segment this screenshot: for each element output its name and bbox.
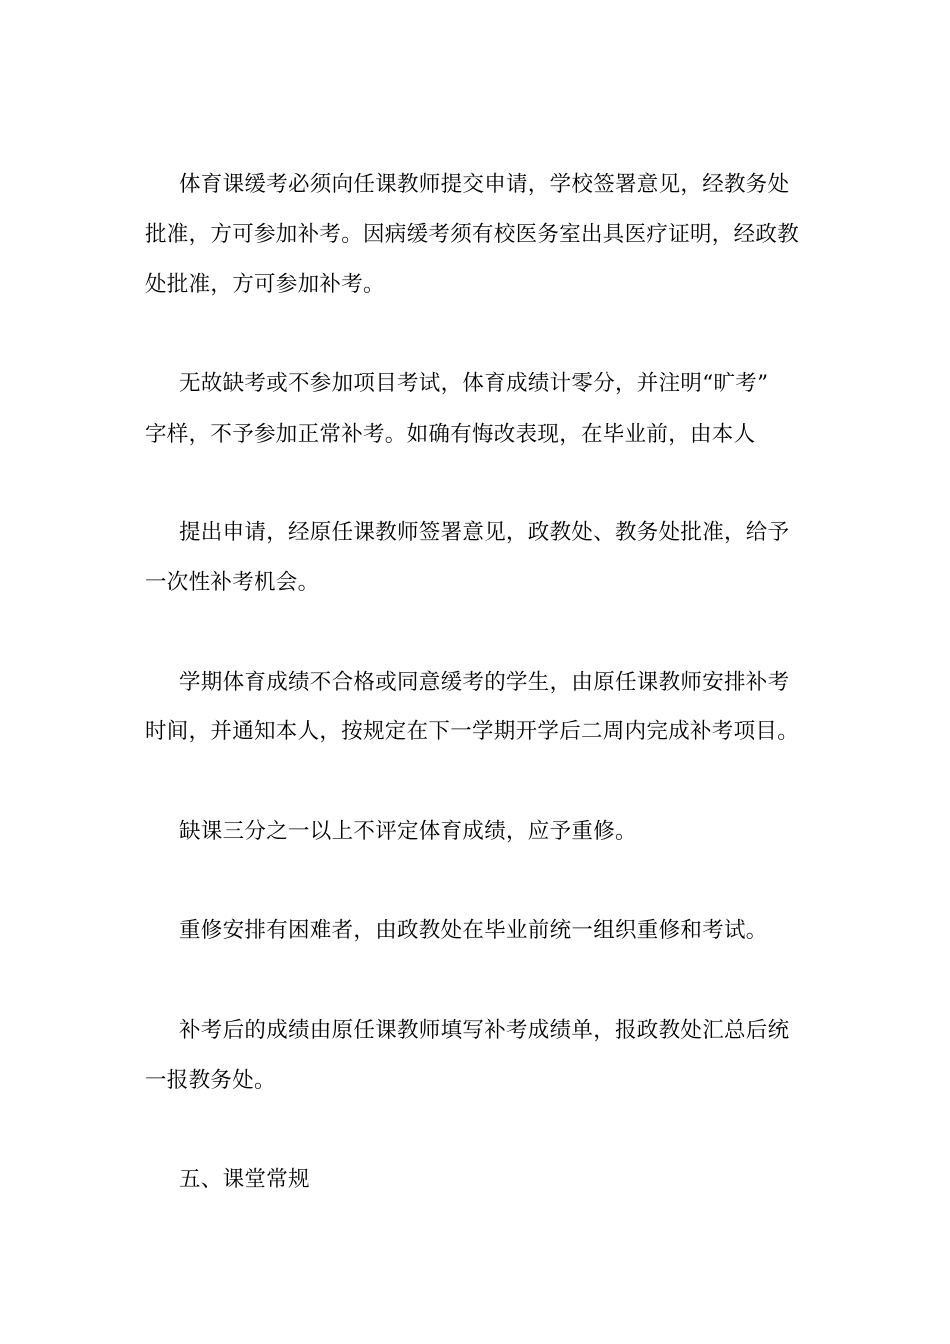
paragraph-2-line-2: 字样，不予参加正常补考。如确有悔改表现，在毕业前，由本人 [145,422,756,447]
paragraph-1-line-1: 体育课缓考必须向任课教师提交申请，学校签署意见，经教务处 [179,172,790,197]
paragraph-4-line-1: 学期体育成绩不合格或同意缓考的学生，由原任课教师安排补考 [179,670,790,695]
paragraph-6-line-1: 重修安排有困难者，由政教处在毕业前统一组织重修和考试。 [179,918,768,943]
paragraph-1-line-3: 处批准，方可参加补考。 [145,272,385,297]
paragraph-2-line-1: 无故缺考或不参加项目考试，体育成绩计零分，并注明“旷考” [179,371,769,396]
paragraph-3-line-1: 提出申请，经原任课教师签署意见，政教处、教务处批准，给予 [179,520,790,545]
paragraph-5-line-1: 缺课三分之一以上不评定体育成绩，应予重修。 [179,819,637,844]
section-heading: 五、课堂常规 [179,1167,310,1192]
paragraph-4-line-2: 时间，并通知本人，按规定在下一学期开学后二周内完成补考项目。 [145,719,800,744]
paragraph-3-line-2: 一次性补考机会。 [145,570,320,595]
paragraph-1-line-2: 批准，方可参加补考。因病缓考须有校医务室出具医疗证明，经政教 [145,222,800,247]
paragraph-7-line-1: 补考后的成绩由原任课教师填写补考成绩单，报政教处汇总后统 [179,1018,790,1043]
paragraph-7-line-2: 一报教务处。 [145,1068,276,1093]
